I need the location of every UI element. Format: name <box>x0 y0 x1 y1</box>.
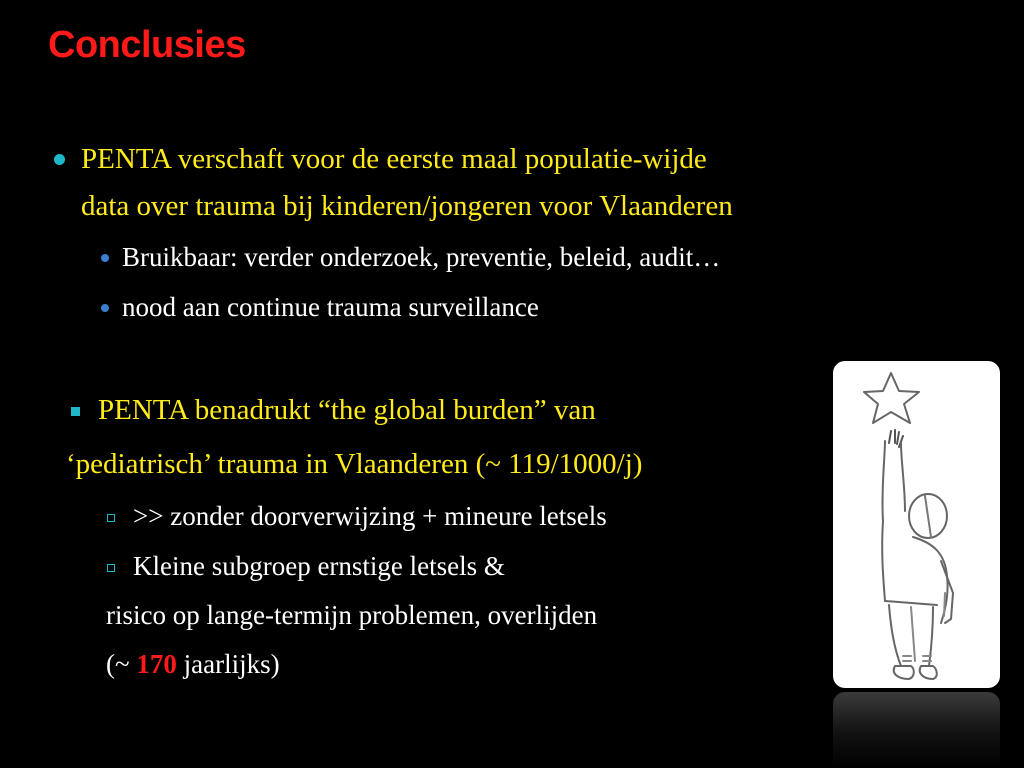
slide-title: Conclusies <box>48 24 246 66</box>
sub-bullet-dot-icon <box>101 304 109 312</box>
count-highlight: 170 <box>136 649 177 679</box>
bullet-dot-icon <box>54 154 65 165</box>
count-prefix: (~ <box>106 649 137 679</box>
bullet-2-line-2: ‘pediatrisch’ trauma in Vlaanderen (~ 119/1000/j) <box>66 448 643 480</box>
sub-bullet-4-count-line <box>106 649 280 680</box>
sub-bullet-1: Bruikbaar: verder onderzoek, preventie, beleid, audit… <box>122 242 721 272</box>
sub-bullet-4-continuation: risico op lange-termijn problemen, overlijden <box>106 600 598 630</box>
sub-bullet-4: Kleine subgroep ernstige letsels & <box>133 551 505 581</box>
illustration-reflection <box>833 692 1000 768</box>
sub-bullet-dot-icon <box>101 254 109 262</box>
count-suffix: jaarlijks) <box>176 649 280 679</box>
sub-bullet-3: >> zonder doorverwijzing + mineure letsels <box>133 501 607 531</box>
sub-bullet-2: nood aan continue trauma surveillance <box>122 292 539 322</box>
child-star-illustration <box>833 361 1000 688</box>
bullet-1-line-1: PENTA verschaft voor de eerste maal populatie-wijde <box>81 143 707 175</box>
bullet-2-line-1: PENTA benadrukt “the global burden” van <box>98 394 596 426</box>
hollow-square-bullet-icon <box>107 564 115 572</box>
child-reaching-star-icon <box>833 361 1000 688</box>
hollow-square-bullet-icon <box>107 514 115 522</box>
square-bullet-icon <box>71 407 80 416</box>
bullet-1-line-2: data over trauma bij kinderen/jongeren voor Vlaanderen <box>81 190 733 222</box>
